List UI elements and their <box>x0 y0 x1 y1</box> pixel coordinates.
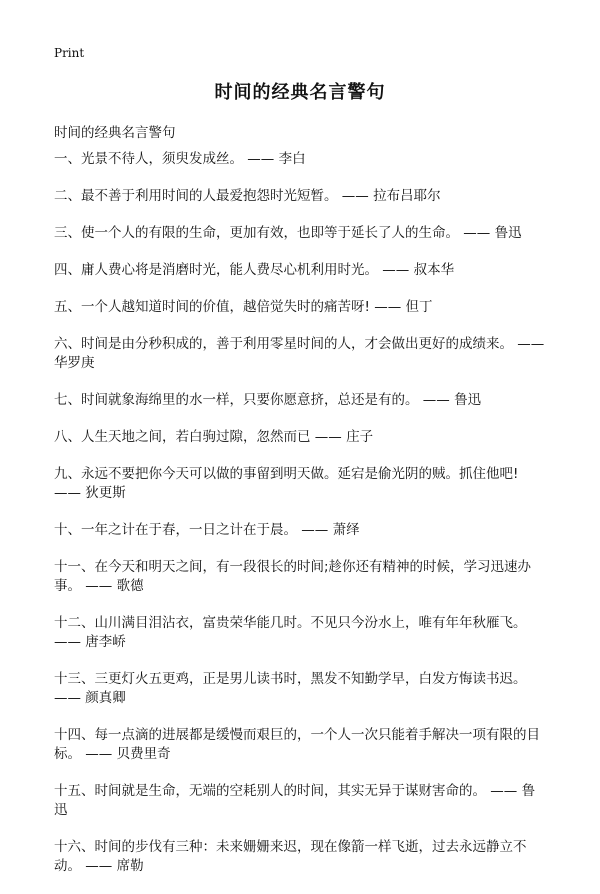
quote-item: 十三、三更灯火五更鸡，正是男儿读书时，黑发不知勤学早，白发方悔读书迟。 —— 颜真卿 <box>54 671 527 706</box>
quote-item: 五、一个人越知道时间的价值，越倍觉失时的痛苦呀! —— 但丁 <box>54 299 433 315</box>
quote-item: 十一、在今天和明天之间，有一段很长的时间;趁你还有精神的时候，学习迅速办事。 —— 歌德 <box>54 559 532 594</box>
quote-item: 一、光景不待人，须臾发成丝。 —— 李白 <box>54 151 306 167</box>
document-subtitle: 时间的经典名言警句 <box>54 125 176 141</box>
quote-item: 八、人生天地之间，若白驹过隙，忽然而已 —— 庄子 <box>54 429 374 445</box>
quote-item: 十四、每一点滴的进展都是缓慢而艰巨的，一个人一次只能着手解决一项有限的目标。 —— 贝费里奇 <box>54 727 540 762</box>
quote-item: 十二、山川满目泪沾衣，富贵荣华能几时。不见只今汾水上，唯有年年秋雁飞。 —— 唐李峤 <box>54 615 527 650</box>
quote-list <box>54 150 546 894</box>
quote-item: 六、时间是由分秒积成的，善于利用零星时间的人，才会做出更好的成绩来。 —— 华罗庚 <box>54 336 545 371</box>
quote-item: 三、使一个人的有限的生命，更加有效，也即等于延长了人的生命。 —— 鲁迅 <box>54 225 522 241</box>
quote-item: 四、庸人费心将是消磨时光，能人费尽心机利用时光。 —— 叔本华 <box>54 262 455 278</box>
quote-item: 十五、时间就是生命，无端的空耗别人的时间，其实无异于谋财害命的。 —— 鲁迅 <box>54 783 536 818</box>
quote-item: 十、一年之计在于春，一日之计在于晨。 —— 萧绎 <box>54 522 360 538</box>
quote-item: 九、永远不要把你今天可以做的事留到明天做。延宕是偷光阴的贼。抓住他吧! —— 狄更斯 <box>54 466 519 501</box>
quote-item: 七、时间就象海绵里的水一样，只要你愿意挤，总还是有的。 —— 鲁迅 <box>54 392 482 408</box>
quote-item: 二、最不善于利用时间的人最爱抱怨时光短暂。 —— 拉布吕耶尔 <box>54 188 441 204</box>
print-link[interactable]: Print <box>54 46 85 60</box>
quote-item: 十六、时间的步伐有三种：未来姗姗来迟，现在像箭一样飞逝，过去永远静立不动。 —— 席勒 <box>54 839 527 874</box>
document-title: 时间的经典名言警句 <box>214 82 386 103</box>
